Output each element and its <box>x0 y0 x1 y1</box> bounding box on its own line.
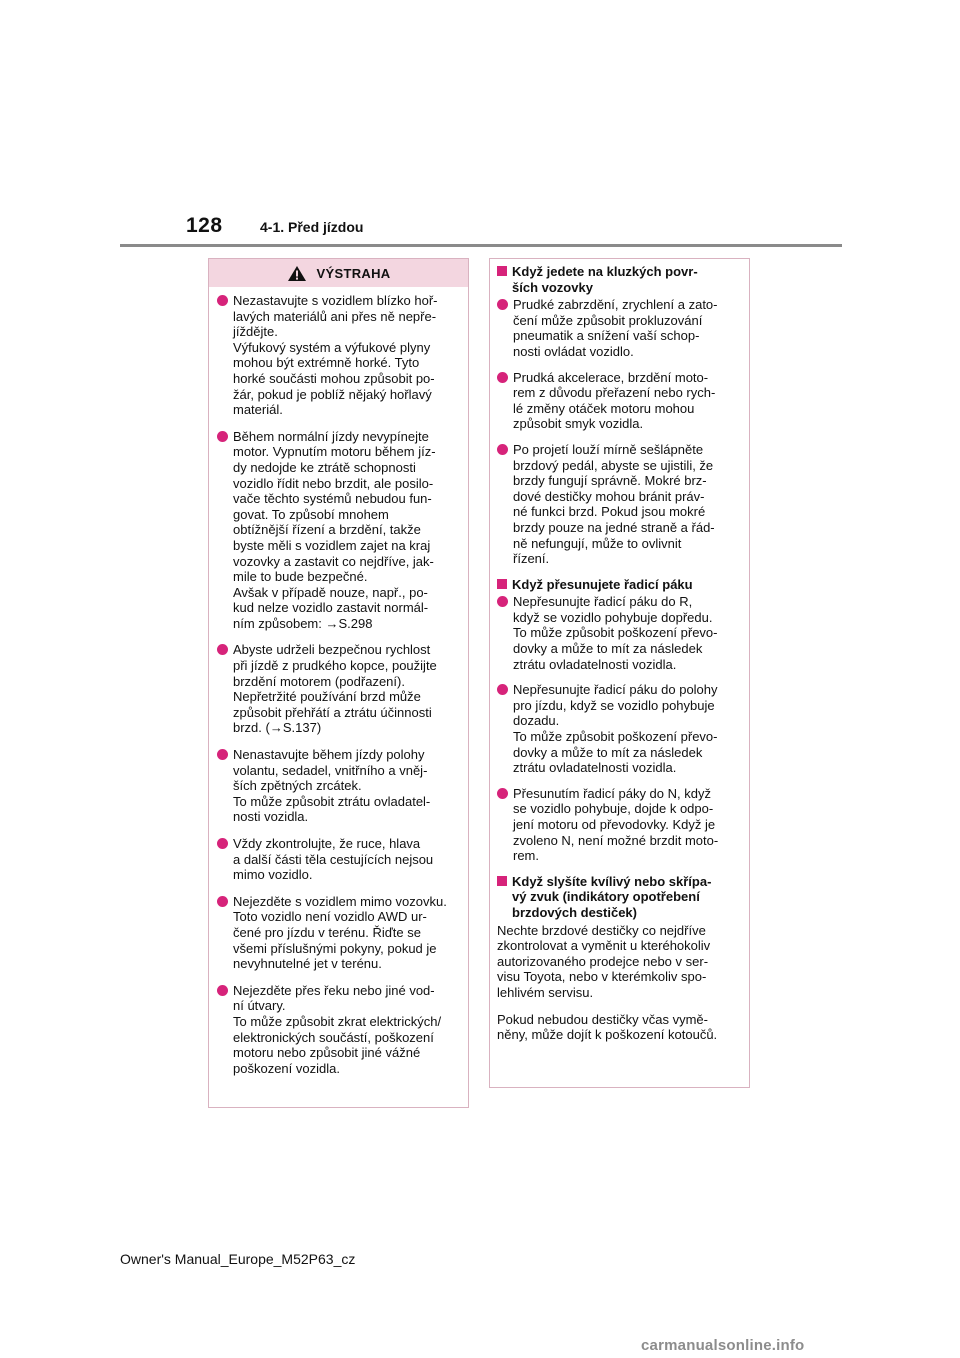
paragraph: Nechte brzdové destičky co nejdříve zkontrolovat a vyměnit u kteréhokoliv autorizovaného prodejce nebo v ser- visu Toyota, nebo v kterémkoliv spo- lehlivém servisu. <box>497 922 711 1000</box>
caution-item-text: Nepřesunujte řadicí páku do polohy pro jízdu, když se vozidlo pohybuje dozadu. To může způsobit poškození převo- dovky a může to mít za následek ztrátu ovladatelnosti vozidla. <box>513 682 718 776</box>
bullet-dot <box>217 749 228 760</box>
warning-item-text: Nejezděte s vozidlem mimo vozovku. Toto vozidlo není vozidlo AWD ur- čené pro jízdu v terénu. Řiďte se všemi příslušnými pokyny, pokud je nevyhnutelné jet v terénu. <box>233 893 447 972</box>
heading-shift-lever <box>497 577 741 593</box>
warning-triangle-icon <box>287 265 307 282</box>
warning-item-text: Nejezděte přes řeku nebo jiné vod- ní útvary. To může způsobit zkrat elektrických/ elektronických součástí, poškození motoru nebo způsobit jiné vážné poškození vozidla. <box>233 982 442 1076</box>
bullet-dot <box>497 299 508 310</box>
warning-item-text: Nezastavujte s vozidlem blízko hoř- lavých materiálů ani přes ně nepře- jíždějte. Výfukový systém a výfukové plyny mohou být extrémně horké. Tyto horké součásti mohou způsobit po- žár, pokud je poblíž nějaký hořlavý materiál. <box>233 293 438 418</box>
warning-title: VÝSTRAHA <box>316 265 391 281</box>
warning-item <box>217 894 458 972</box>
warning-list <box>209 287 468 1076</box>
warning-item-text: Abyste udrželi bezpečnou rychlost při jízdě z prudkého kopce, použijte brzdění motorem (podřazení). Nepřetržité používání brzd může způsobit přehřátí a ztrátu účinnosti brzd. (→S.137) <box>233 642 437 736</box>
warning-item <box>217 983 458 1077</box>
bullet-dot <box>217 838 228 849</box>
square-bullet-icon <box>497 266 507 276</box>
bullet-dot <box>217 295 228 306</box>
watermark: carmanualsonline.info <box>641 1337 805 1354</box>
caution-item <box>497 297 741 359</box>
warning-item <box>217 429 458 632</box>
bullet-dot <box>217 985 228 996</box>
header-rule <box>120 244 842 247</box>
warning-box <box>208 258 469 1108</box>
warning-header <box>209 259 468 287</box>
heading-text: Když přesunujete řadicí páku <box>512 576 693 592</box>
section-title: 4-1. Před jízdou <box>260 219 364 235</box>
bullet-dot <box>217 896 228 907</box>
warning-item-text: Vždy zkontrolujte, že ruce, hlava a další části těla cestujících nejsou mimo vozidlo. <box>233 836 434 883</box>
caution-item <box>497 786 741 864</box>
heading-text: Když slyšíte kvílivý nebo skřípa- vý zvuk (indikátory opotřebení brzdových destiček) <box>512 873 712 920</box>
caution-item-text: Přesunutím řadicí páky do N, když se vozidlo pohybuje, dojde k odpo- jení motoru od převodovky. Když je zvoleno N, není možné brzdit moto- rem. <box>513 785 719 864</box>
bullet-dot <box>497 372 508 383</box>
footer-doc-name: Owner's Manual_Europe_M52P63_cz <box>120 1251 356 1267</box>
caution-item <box>497 594 741 672</box>
caution-item-text: Nepřesunujte řadicí páku do R, když se vozidlo pohybuje dopředu. To může způsobit poškození převo- dovky a může to mít za následek ztrátu ovladatelnosti vozidla. <box>513 594 718 672</box>
warning-item <box>217 747 458 825</box>
bullet-dot <box>217 644 228 655</box>
caution-item-text: Prudké zabrzdění, zrychlení a zato- čení může způsobit prokluzování pneumatik a snížení vaší schop- nosti ovládat vozidlo. <box>513 297 718 359</box>
caution-item <box>497 442 741 567</box>
bullet-dot <box>497 788 508 799</box>
page-number: 128 <box>186 214 223 237</box>
caution-box <box>489 258 750 1088</box>
caution-item <box>497 682 741 776</box>
square-bullet-icon <box>497 579 507 589</box>
bullet-dot <box>497 684 508 695</box>
square-bullet-icon <box>497 876 507 886</box>
caution-item-text: Po projetí louží mírně sešlápněte brzdový pedál, abyste se ujistili, že brzdy fungují správně. Mokré brz- dové destičky mohou bránit práv- né funkci brzd. Pokud jsou mokré brzdy pouze na jedné straně a řád- ně nefungují, může to ovlivnit řízení. <box>513 441 715 567</box>
warning-item-text: Během normální jízdy nevypínejte motor. Vypnutím motoru během jíz- dy nedojde ke ztrátě schopnosti vozidlo řídit nebo brzdit, ale posilo- vače těchto systémů nebudou fun- govat. To způsobí mnohem obtížnější řízení a brzdění, takže byste měli s vozidlem zajet na kraj vozovky a zastavit co nejdříve, jak- mile to bude bezpečné. Avšak v případě nouze, např., po- kud nelze vozidlo zastavit normál- ním způsobem: →S.298 <box>233 428 436 631</box>
heading-text: Když jedete na kluzkých povr- ších vozovky <box>512 264 698 295</box>
bullet-dot <box>217 431 228 442</box>
warning-item <box>217 293 458 418</box>
warning-item-text: Nenastavujte během jízdy polohy volantu, sedadel, vnitřního a vněj- ších zpětných zrcátek. To může způsobit ztrátu ovladatel- nosti vozidla. <box>233 747 431 825</box>
caution-item-text: Prudká akcelerace, brzdění moto- rem z důvodu přeřazení nebo rych- lé změny otáček motoru mohou způsobit smyk vozidla. <box>513 369 716 432</box>
bullet-dot <box>497 596 508 607</box>
heading-slippery <box>497 264 741 295</box>
warning-item <box>217 836 458 883</box>
caution-item <box>497 370 741 432</box>
paragraph: Pokud nebudou destičky včas vymě- něny, může dojít k poškození kotoučů. <box>497 1011 718 1043</box>
heading-brake-squeal <box>497 874 741 921</box>
bullet-dot <box>497 444 508 455</box>
warning-item <box>217 642 458 736</box>
